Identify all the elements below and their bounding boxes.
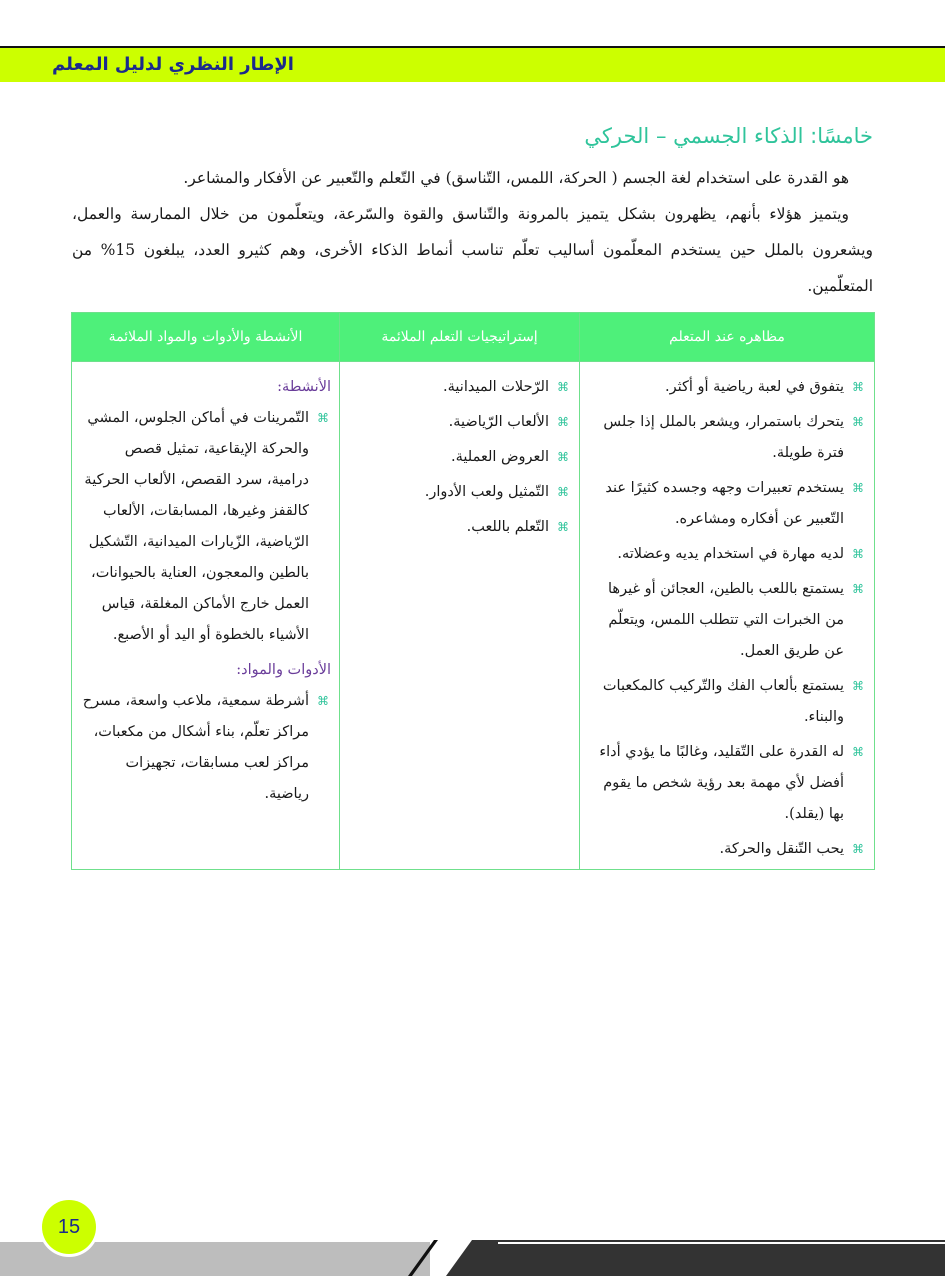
list-item: ⌘ يتفوق في لعبة رياضية أو أكثر. xyxy=(588,372,866,403)
bullet-icon: ⌘ xyxy=(852,745,864,759)
tools-label: الأدوات والمواد: xyxy=(236,662,331,678)
bullet-icon: ⌘ xyxy=(317,411,329,425)
intro-text xyxy=(72,160,873,304)
table-header-row xyxy=(72,313,875,362)
list-item: ⌘ يحب التّنقل والحركة. xyxy=(588,834,866,865)
list-item: ⌘ يستمتع بألعاب الفك والتّركيب كالمكعبات والبناء. xyxy=(588,671,866,733)
list-item: ⌘ يتحرك باستمرار، ويشعر بالملل إذا جلس فترة طويلة. xyxy=(588,407,866,469)
header-bar xyxy=(0,46,945,82)
strategies-list xyxy=(348,372,571,543)
section-heading: خامسًا: الذكاء الجسمي – الحركي xyxy=(584,124,873,148)
strategies-cell xyxy=(340,362,580,870)
list-item: ⌘ أشرطة سمعية، ملاعب واسعة، مسرح مراكز تعلّم، بناء أشكال من مكعبات، مراكز لعب مسابقات، تجهيزات رياضية. xyxy=(80,686,331,810)
bullet-icon: ⌘ xyxy=(317,694,329,708)
list-item: ⌘ يستمتع باللعب بالطين، العجائن أو غيرها من الخبرات التي تتطلب اللمس، ويتعلّم عن طريق العمل. xyxy=(588,574,866,667)
bullet-icon: ⌘ xyxy=(852,547,864,561)
list-item: ⌘ التّمرينات في أماكن الجلوس، المشي والحركة الإيقاعية، تمثيل قصص درامية، سرد القصص، الألعاب الحركية كالقفز وغيرها، المسابقات، الألعاب الرّياضية، الزّيارات الميدانية، التّشكيل بالطين والمعجون، العناية بالحيوانات، العمل خارج الأماكن المغلقة، قياس الأشياء بالخطوة أو اليد أو الأصبع. xyxy=(80,403,331,651)
bullet-icon: ⌘ xyxy=(852,415,864,429)
activities-label: الأنشطة: xyxy=(277,379,331,395)
bullet-icon: ⌘ xyxy=(557,415,569,429)
list-item: ⌘ الرّحلات الميدانية. xyxy=(348,372,571,403)
activities-cell xyxy=(72,362,340,870)
header-activities: الأنشطة والأدوات والمواد الملائمة xyxy=(72,313,340,362)
footer-dark-band xyxy=(446,1240,945,1276)
list-item: ⌘ التّعلم باللعب. xyxy=(348,512,571,543)
bullet-icon: ⌘ xyxy=(557,450,569,464)
bullet-icon: ⌘ xyxy=(852,582,864,596)
intro-paragraph-1: هو القدرة على استخدام لغة الجسم ( الحركة، اللمس، التّناسق) في التّعلم والتّعبير عن الأفكار والمشاعر. xyxy=(183,169,849,187)
list-item: ⌘ لديه مهارة في استخدام يديه وعضلاته. xyxy=(588,539,866,570)
bullet-icon: ⌘ xyxy=(852,842,864,856)
activities-list xyxy=(80,403,331,651)
footer-slash-decoration xyxy=(408,1240,438,1276)
list-item: ⌘ الألعاب الرّياضية. xyxy=(348,407,571,438)
header-manifestations: مظاهره عند المتعلم xyxy=(580,313,875,362)
page-number: 15 xyxy=(42,1200,96,1254)
header-title: الإطار النظري لدليل المعلم xyxy=(52,54,294,75)
list-item: ⌘ يستخدم تعبيرات وجهه وجسده كثيرًا عند التّعبير عن أفكاره ومشاعره. xyxy=(588,473,866,535)
header-strategies: إستراتيجيات التعلم الملائمة xyxy=(340,313,580,362)
intelligence-table xyxy=(71,312,875,870)
list-item: ⌘ التّمثيل ولعب الأدوار. xyxy=(348,477,571,508)
list-item: ⌘ العروض العملية. xyxy=(348,442,571,473)
manifestations-list xyxy=(588,372,866,865)
list-item: ⌘ له القدرة على التّقليد، وغالبًا ما يؤدي أداء أفضل لأي مهمة بعد رؤية شخص ما يقوم بها (يقلد). xyxy=(588,737,866,830)
table-row xyxy=(72,362,875,870)
bullet-icon: ⌘ xyxy=(557,520,569,534)
bullet-icon: ⌘ xyxy=(852,679,864,693)
bullet-icon: ⌘ xyxy=(852,380,864,394)
intro-paragraph-2: ويتميز هؤلاء بأنهم، يظهرون بشكل يتميز بالمرونة والتّناسق والقوة والسّرعة، ويتعلّمون من خلال الممارسة والعمل، ويشعرون بالملل حين يستخدم المعلّمون أساليب تعلّم تناسب أنماط الذكاء الأخرى، وهم كثيرو العدد، يبلغون 15% من المتعلّمين. xyxy=(72,205,873,295)
bullet-icon: ⌘ xyxy=(557,380,569,394)
bullet-icon: ⌘ xyxy=(852,481,864,495)
manifestations-cell xyxy=(580,362,875,870)
bullet-icon: ⌘ xyxy=(557,485,569,499)
tools-list xyxy=(80,686,331,810)
